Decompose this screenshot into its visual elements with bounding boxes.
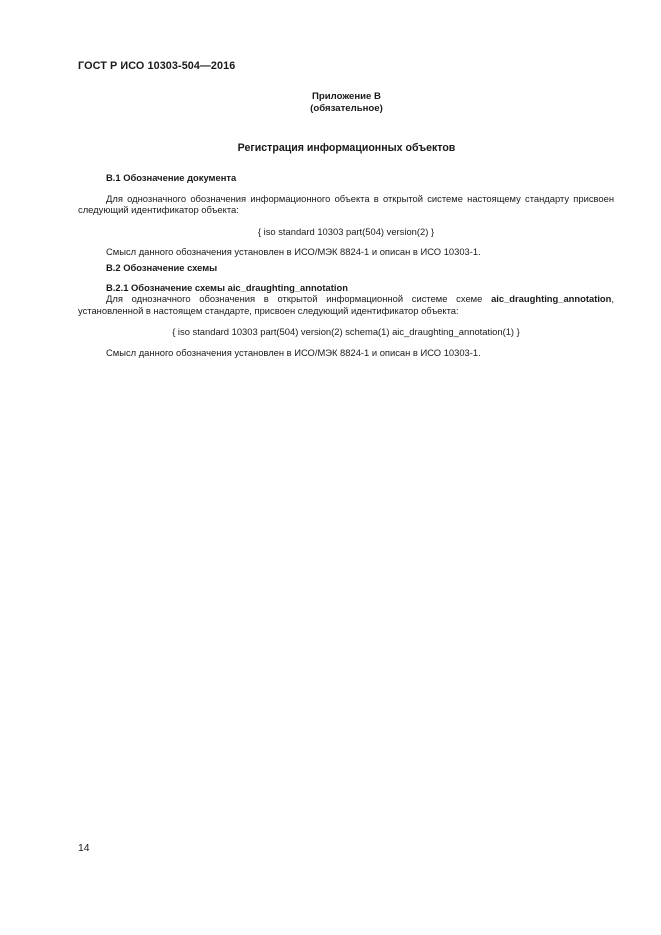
section-b1 [78,172,614,258]
section-b21-paragraph-1-end: , установленной в настоящем стандарте, присвоен следующий идентификатор объекта: [78,293,614,316]
annex-status: (обязательное) [310,103,383,114]
section-b2 [78,262,614,359]
section-b1-identifier: { iso standard 10303 part(504) version(2) } [257,225,435,237]
section-b2-heading: В.2 Обозначение схемы [106,262,218,273]
document-header-code: ГОСТ Р ИСО 10303-504—2016 [78,60,236,72]
section-b21-heading: В.2.1 Обозначение схемы aic_draughting_annotation [106,281,348,293]
section-b21-paragraph-1-start: Для однозначного обозначения в открытой информационной системе схеме [106,293,492,305]
section-title: Регистрация информационных объектов [237,142,456,154]
schema-name: aic_draughting_annotation [491,293,612,305]
section-b21-identifier: { iso standard 10303 part(504) version(2) schema(1) aic_draughting_annotation(1) } [172,326,520,338]
annex-title: Приложение В [312,91,381,102]
page-number: 14 [78,843,90,854]
section-b1-heading: В.1 Обозначение документа [106,172,237,183]
section-b1-paragraph-1: Для однозначного обозначения информационного объекта в открытой системе настоящему стандарту присвоен следующий идентификатор объекта: [78,192,614,216]
section-b1-paragraph-2: Смысл данного обозначения установлен в ИСО/МЭК 8824-1 и описан в ИСО 10303-1. [106,246,481,258]
section-b21-paragraph-2: Смысл данного обозначения установлен в ИСО/МЭК 8824-1 и описан в ИСО 10303-1. [106,346,481,358]
section-b21-paragraph-1 [78,293,614,316]
